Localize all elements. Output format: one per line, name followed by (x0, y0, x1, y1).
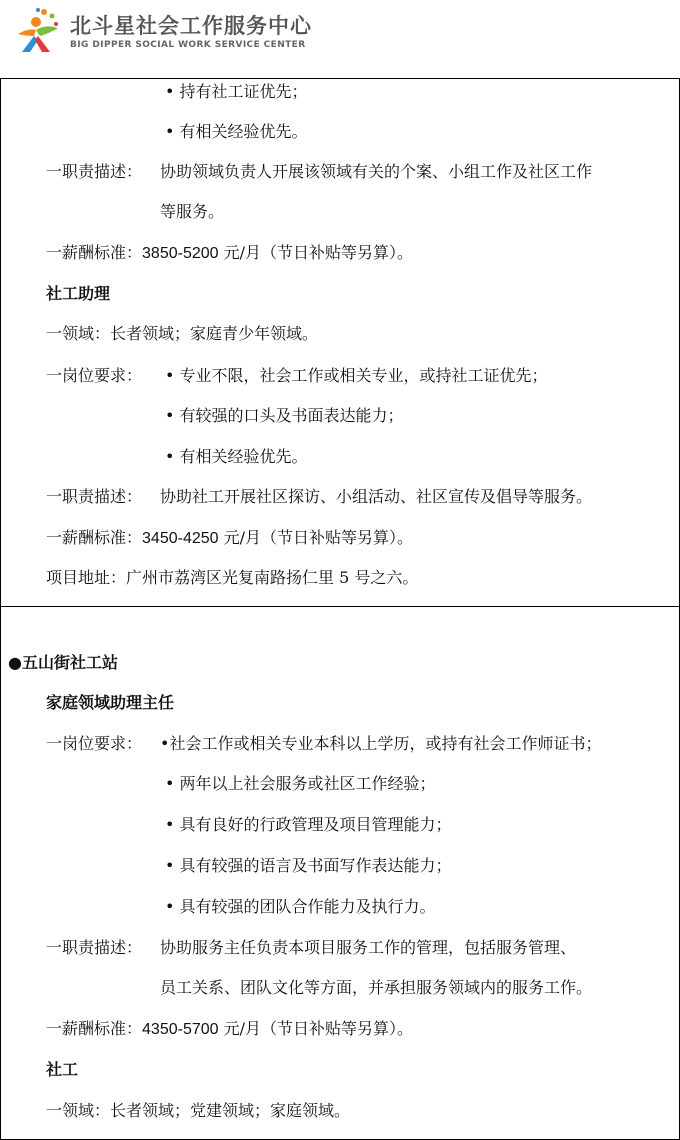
station-heading: ●五山街社工站 (8, 653, 118, 672)
domain-line: 一领域：长者领域；家庭青少年领域。 (46, 324, 319, 343)
project-address: 项目地址：广州市荔湾区光复南路扬仁里 5 号之六。 (46, 568, 419, 587)
requirement-item: • 具有较强的语言及书面写作表达能力； (165, 856, 452, 875)
job-title: 社工助理 (46, 284, 111, 303)
salary-note: 元/月（节日补贴等另算）。 (218, 1019, 414, 1038)
salary-label: 一薪酬标准： (46, 528, 143, 547)
requirement-item: • 有较强的口头及书面表达能力； (165, 406, 404, 425)
brand-name-cn: 北斗星社会工作服务中心 (70, 14, 312, 38)
salary-range: 3450-4250 (142, 530, 219, 547)
requirement-item: • 持有社工证优先； (165, 82, 308, 101)
salary-label: 一薪酬标准： (46, 243, 143, 262)
requirement-item: • 两年以上社会服务或社区工作经验； (165, 774, 436, 793)
job-title: 社工 (46, 1060, 79, 1079)
requirement-item: • 具有良好的行政管理及项目管理能力； (165, 815, 452, 834)
duty-description: 协助社工开展社区探访、小组活动、社区宣传及倡导等服务。 (160, 487, 593, 506)
requirement-item: • 有相关经验优先。 (165, 122, 308, 141)
salary-note: 元/月（节日补贴等另算）。 (218, 528, 414, 547)
requirement-item: • 专业不限，社会工作或相关专业，或持社工证优先； (165, 366, 548, 385)
brand-name-en: BIG DIPPER SOCIAL WORK SERVICE CENTER (70, 40, 306, 50)
requirement-item: •社会工作或相关专业本科以上学历，或持有社会工作师证书； (160, 734, 602, 753)
requirement-label: 一岗位要求： (46, 734, 143, 753)
salary-label: 一薪酬标准： (46, 1019, 143, 1038)
document-header (0, 0, 680, 78)
salary-line (46, 1019, 413, 1040)
big-dipper-logo-icon (14, 6, 64, 56)
duty-description: 协助领域负责人开展该领域有关的个案、小组工作及社区工作 (160, 162, 593, 181)
requirement-label: 一岗位要求： (46, 366, 143, 385)
requirement-item: • 有相关经验优先。 (165, 447, 308, 466)
salary-line (46, 243, 413, 264)
job-title: 家庭领域助理主任 (46, 693, 175, 712)
duty-description-cont: 等服务。 (160, 202, 225, 221)
salary-line (46, 528, 413, 549)
requirement-item: • 具有较强的团队合作能力及执行力。 (165, 897, 436, 916)
duty-label: 一职责描述： (46, 487, 143, 506)
duty-description-cont: 员工关系、团队文化等方面，并承担服务领域内的服务工作。 (160, 978, 593, 997)
duty-label: 一职责描述： (46, 162, 143, 181)
domain-line: 一领域：长者领域；党建领域；家庭领域。 (46, 1101, 351, 1120)
salary-range: 3850-5200 (142, 245, 219, 262)
salary-range: 4350-5700 (142, 1021, 219, 1038)
duty-description: 协助服务主任负责本项目服务工作的管理，包括服务管理、 (160, 938, 577, 957)
duty-label: 一职责描述： (46, 938, 143, 957)
salary-note: 元/月（节日补贴等另算）。 (218, 243, 414, 262)
